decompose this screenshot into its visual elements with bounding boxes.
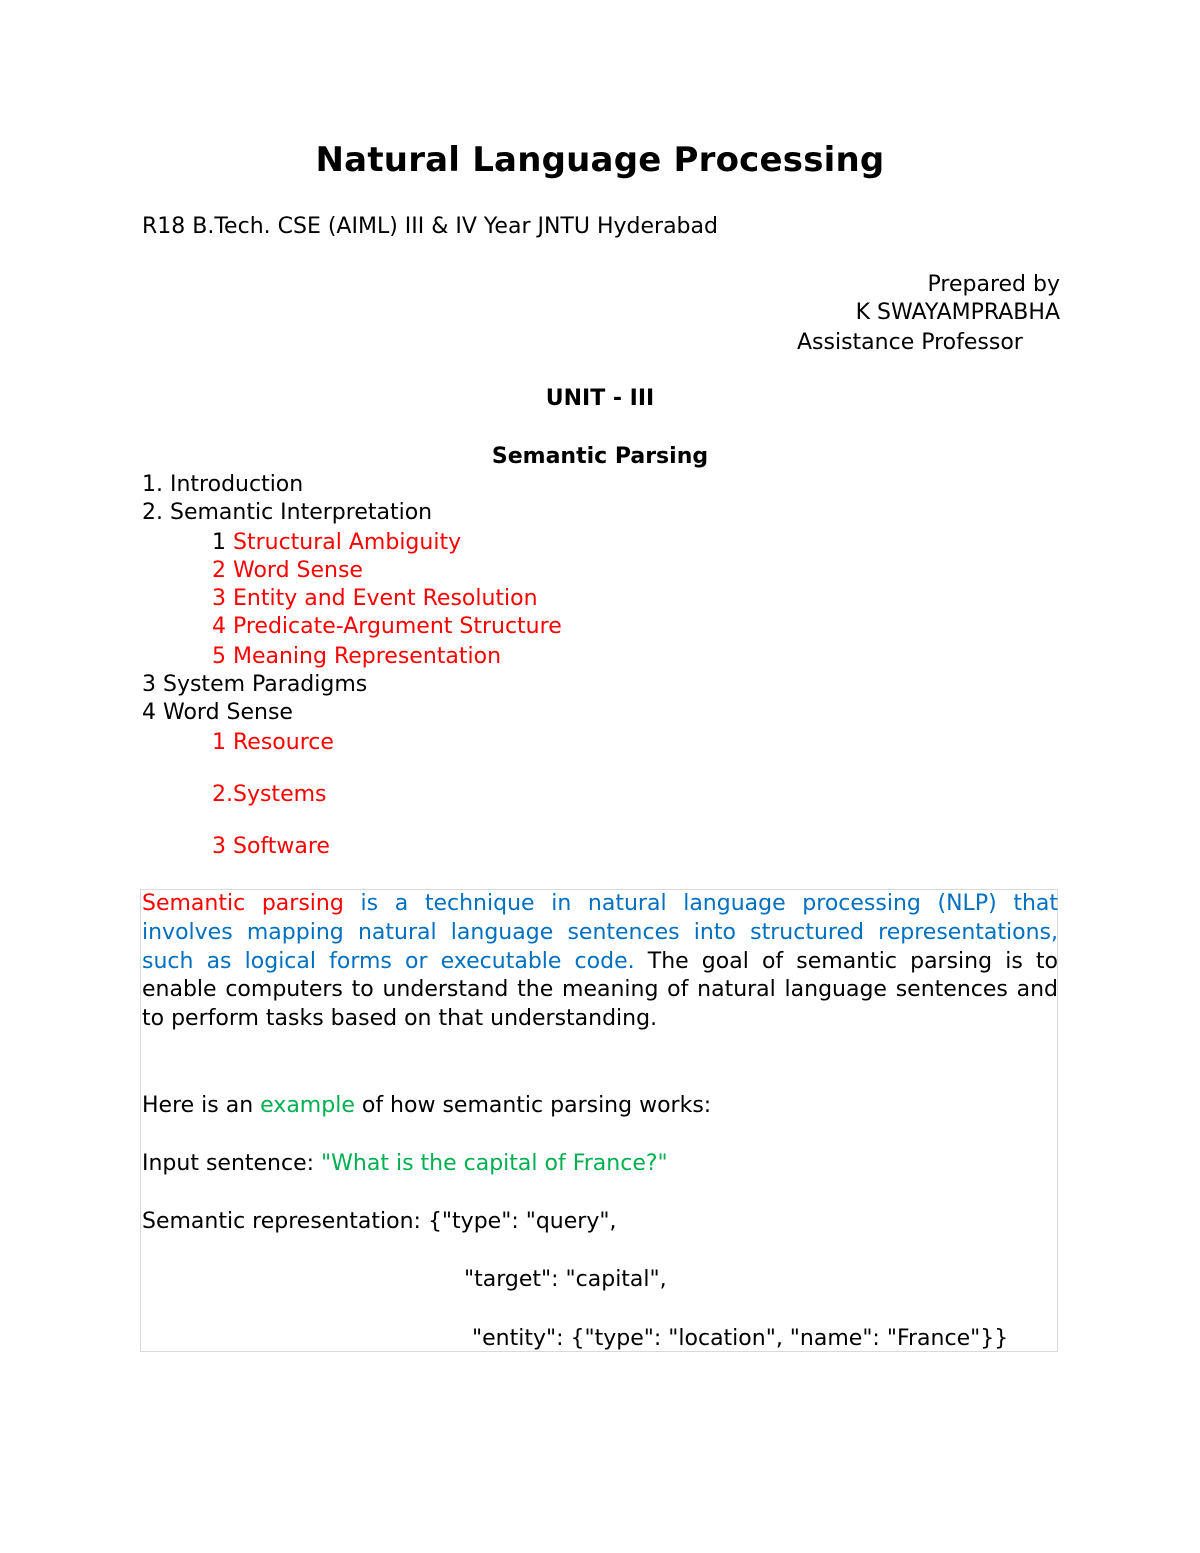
toc-item: 2. Semantic Interpretation: [142, 500, 433, 525]
semantic-representation-line: [142, 1209, 616, 1234]
definition-paragraph: [142, 890, 1058, 1034]
toc-subitem: 4 Predicate-Argument Structure: [212, 614, 562, 639]
toc-subitem: 3 Entity and Event Resolution: [212, 586, 538, 611]
prepared-by-label: Prepared by: [927, 272, 1060, 297]
toc-item: 3 System Paradigms: [142, 672, 368, 697]
example-intro-text: Here is an: [142, 1093, 261, 1118]
toc-item: 1. Introduction: [142, 472, 304, 497]
representation-code-line: "target": "capital",: [464, 1267, 667, 1292]
toc-subitem: 2 Word Sense: [212, 558, 363, 583]
toc-subitem: 3 Software: [212, 834, 330, 859]
author-name: K SWAYAMPRABHA: [855, 300, 1060, 325]
toc-subitem: 5 Meaning Representation: [212, 644, 502, 669]
representation-label: Semantic representation:: [142, 1209, 428, 1234]
document-title: Natural Language Processing: [315, 140, 885, 180]
unit-topic: Semantic Parsing: [491, 444, 709, 469]
toc-subitem-number: 1: [212, 530, 226, 555]
representation-code: {"type": "query",: [427, 1209, 617, 1234]
goal-text: The goal of semantic parsing is to enable computers to understand the meaning of natural language sentences and to perform tasks based on that understanding.: [142, 948, 1059, 1032]
input-label: Input sentence:: [142, 1151, 322, 1176]
defined-term: Semantic parsing: [142, 891, 344, 916]
example-intro: [142, 1093, 711, 1118]
representation-code-line: "entity": {"type": "location", "name": "France"}}: [472, 1326, 1009, 1351]
toc-item: 4 Word Sense: [142, 700, 293, 725]
toc-subitem: [212, 530, 461, 555]
toc-subitem: 1 Resource: [212, 730, 334, 755]
toc-subitem: 2.Systems: [212, 782, 327, 807]
unit-label: UNIT - III: [545, 386, 655, 411]
input-sentence-line: [142, 1151, 668, 1176]
example-word: example: [260, 1093, 355, 1118]
toc-subitem-label: Structural Ambiguity: [233, 530, 462, 555]
course-subtitle: R18 B.Tech. CSE (AIML) III & IV Year JNTU Hyderabad: [142, 214, 718, 239]
input-sentence: "What is the capital of France?": [321, 1151, 668, 1176]
definition-text: is a technique in natural language processing (NLP) that involves mapping natural language sentences into structured representations, such as logical forms or executable code.: [142, 891, 1058, 974]
author-designation: Assistance Professor: [797, 330, 1023, 355]
example-intro-text: of how semantic parsing works:: [354, 1093, 712, 1118]
